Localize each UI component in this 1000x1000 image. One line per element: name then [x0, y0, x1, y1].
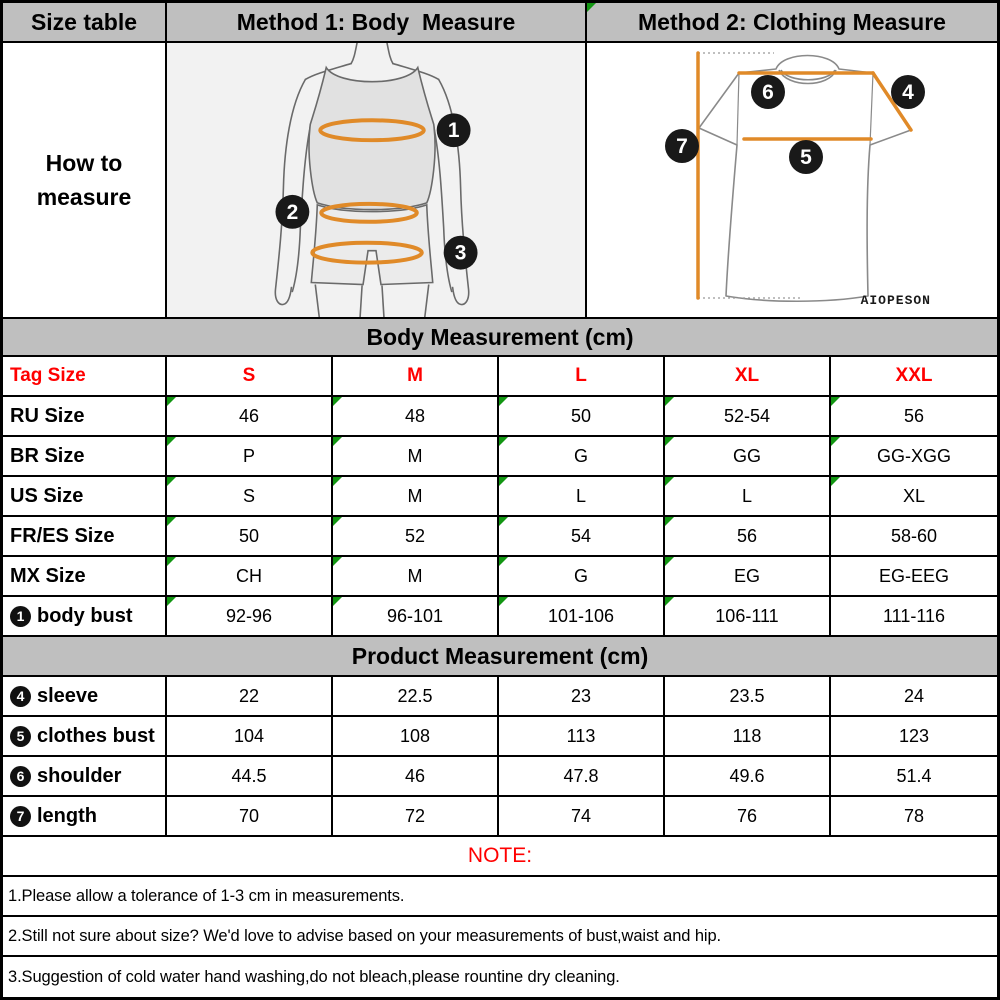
cell-value: 56	[665, 517, 831, 555]
size-col-l: L	[499, 357, 665, 395]
product-measurement-title: Product Measurement (cm)	[351, 642, 649, 669]
cell-value: 46	[167, 397, 333, 435]
note-text: 3.Suggestion of cold water hand washing,do not bleach,please rountine dry cleaning.	[8, 967, 620, 986]
product-measurement-header-cell	[3, 637, 997, 675]
cell-value: 56	[831, 397, 997, 435]
method1-title: Method 1: Body Measure	[236, 8, 516, 35]
size-table-header-cell	[3, 3, 167, 41]
cell-value: GG	[665, 437, 831, 475]
cell-corner-flag-icon	[831, 477, 840, 486]
cell-value: 76	[665, 797, 831, 835]
clothing-measure-diagram	[587, 43, 997, 317]
cell-value: 70	[167, 797, 333, 835]
cell-value: 49.6	[665, 757, 831, 795]
cell-corner-flag-icon	[167, 557, 176, 566]
size-col-s: S	[167, 357, 333, 395]
marker-6-badge: 6	[10, 766, 31, 787]
table-row-ru-size	[3, 397, 997, 437]
cell-value: G	[499, 557, 665, 595]
cell-value: 78	[903, 805, 925, 826]
cell-value: 111-116	[882, 605, 946, 626]
note-title: NOTE:	[467, 844, 533, 867]
note-text: 2.Still not sure about size? We'd love to advise based on your measurements of bust,waist and hip.	[8, 926, 722, 945]
cell-corner-flag-icon	[333, 597, 342, 606]
cell-value: L	[665, 477, 831, 515]
cell-value: 118	[665, 717, 831, 755]
size-table-title: Size table	[30, 8, 138, 35]
cell-corner-flag-icon	[333, 477, 342, 486]
cell-corner-flag-icon	[665, 437, 674, 446]
cell-value: EG-EEG	[878, 565, 949, 586]
cell-corner-flag-icon	[499, 437, 508, 446]
table-row-br-size	[3, 437, 997, 477]
cell-value: 22	[167, 677, 333, 715]
size-col-xl: XL	[665, 357, 831, 395]
cell-value: M	[333, 437, 499, 475]
how-to-measure-cell	[3, 43, 167, 317]
row-label: 4 sleeve	[3, 677, 167, 715]
cell-value: S	[167, 477, 333, 515]
cell-value: 72	[333, 797, 499, 835]
top-header-row	[3, 3, 997, 43]
table-row-fres-size	[3, 517, 997, 557]
cell-value: L	[499, 477, 665, 515]
row-label: RU Size	[3, 397, 167, 435]
cell-corner-flag-icon	[665, 397, 674, 406]
marker-1-number: 1	[447, 119, 460, 143]
legs-outline	[315, 285, 428, 318]
cell-value: 108	[333, 717, 499, 755]
row-label: FR/ES Size	[3, 517, 167, 555]
cell-corner-flag-icon	[665, 557, 674, 566]
cell-value: CH	[167, 557, 333, 595]
cell-value: 58-60	[890, 525, 938, 546]
cell-corner-flag-icon	[167, 477, 176, 486]
marker-6-number: 6	[762, 81, 774, 104]
cell-corner-flag-icon	[499, 597, 508, 606]
table-row-mx-size	[3, 557, 997, 597]
how-to-line1: How to	[45, 149, 123, 176]
table-row-clothes-bust	[3, 717, 997, 757]
cell-value: 52-54	[665, 397, 831, 435]
row-label: BR Size	[3, 437, 167, 475]
illustration-row	[3, 43, 997, 319]
cell-value: 113	[499, 717, 665, 755]
cell-value: 48	[333, 397, 499, 435]
note-header-cell	[3, 837, 997, 875]
marker-1-badge: 1	[10, 606, 31, 627]
cell-value: 23.5	[665, 677, 831, 715]
cell-corner-flag-icon	[831, 437, 840, 446]
tag-size-label: Tag Size	[3, 357, 167, 395]
marker-7-badge: 7	[10, 806, 31, 827]
cell-value: 46	[333, 757, 499, 795]
cell-corner-flag-icon	[665, 517, 674, 526]
cell-value: GG-XGG	[831, 437, 997, 475]
cell-value: M	[333, 557, 499, 595]
method1-header-cell	[167, 3, 587, 41]
cell-corner-flag-icon	[499, 557, 508, 566]
cell-corner-flag-icon	[333, 517, 342, 526]
cell-value: 96-101	[333, 597, 499, 635]
note-row-2	[3, 917, 997, 957]
tag-size-row	[3, 357, 997, 397]
table-row-length	[3, 797, 997, 837]
method2-header-cell	[587, 3, 997, 41]
table-row-shoulder	[3, 757, 997, 797]
tshirt-outline	[699, 56, 911, 302]
marker-4-badge: 4	[10, 686, 31, 707]
marker-3-number: 3	[454, 241, 467, 265]
table-row-body-bust	[3, 597, 997, 637]
cell-corner-flag-icon	[499, 517, 508, 526]
cell-value: 104	[167, 717, 333, 755]
body-measure-diagram-cell	[167, 43, 587, 317]
cell-value: 106-111	[665, 597, 831, 635]
cell-corner-flag-icon	[499, 397, 508, 406]
cell-value: EG	[665, 557, 831, 595]
cell-value: 101-106	[499, 597, 665, 635]
cell-value: M	[333, 477, 499, 515]
table-row-us-size	[3, 477, 997, 517]
cell-value: 123	[898, 725, 930, 746]
row-label: 1 body bust	[3, 597, 167, 635]
cell-corner-flag-icon	[333, 557, 342, 566]
table-row-sleeve	[3, 677, 997, 717]
method2-title: Method 2: Clothing Measure	[638, 8, 946, 35]
cell-corner-flag-icon	[167, 437, 176, 446]
cell-value: P	[167, 437, 333, 475]
cell-value: 74	[499, 797, 665, 835]
row-label: 6 shoulder	[3, 757, 167, 795]
marker-2-number: 2	[286, 200, 299, 224]
marker-7-number: 7	[676, 135, 688, 158]
body-measurement-header-row	[3, 319, 997, 357]
cell-corner-flag-icon	[665, 597, 674, 606]
marker-5-number: 5	[800, 146, 812, 169]
row-label: 7 length	[3, 797, 167, 835]
body-measurement-header-cell	[3, 319, 997, 355]
cell-corner-flag-icon	[665, 477, 674, 486]
cell-value: 23	[499, 677, 665, 715]
row-label: 5 clothes bust	[3, 717, 167, 755]
note-row-1	[3, 877, 997, 917]
size-col-m: M	[333, 357, 499, 395]
cell-value: 51.4	[896, 765, 932, 786]
cell-value: 47.8	[499, 757, 665, 795]
marker-4-number: 4	[902, 81, 914, 104]
note-header-row	[3, 837, 997, 877]
row-label: US Size	[3, 477, 167, 515]
how-to-line2: measure	[36, 184, 132, 210]
cell-value: 92-96	[167, 597, 333, 635]
cell-value: 44.5	[167, 757, 333, 795]
brand-text: AIOPESON	[860, 293, 931, 308]
cell-corner-flag-icon	[499, 477, 508, 486]
clothing-measure-diagram-cell	[587, 43, 997, 317]
cell-corner-flag-icon	[167, 397, 176, 406]
cell-corner-flag-icon	[167, 517, 176, 526]
cell-value: 22.5	[333, 677, 499, 715]
size-col-xxl: XXL	[895, 365, 933, 386]
cell-corner-flag-icon	[333, 437, 342, 446]
cell-value: 50	[499, 397, 665, 435]
row-label: MX Size	[3, 557, 167, 595]
cell-value: 54	[499, 517, 665, 555]
cell-corner-flag-icon	[587, 3, 596, 12]
cell-value: 52	[333, 517, 499, 555]
product-measurement-header-row	[3, 637, 997, 677]
cell-value: 50	[167, 517, 333, 555]
body-measurement-title: Body Measurement (cm)	[366, 323, 634, 350]
note-row-3	[3, 957, 997, 997]
note-text: 1.Please allow a tolerance of 1-3 cm in measurements.	[8, 886, 405, 905]
cell-corner-flag-icon	[167, 597, 176, 606]
cell-value: 24	[903, 685, 925, 706]
cell-corner-flag-icon	[831, 397, 840, 406]
body-measure-diagram	[167, 43, 585, 317]
cell-corner-flag-icon	[333, 397, 342, 406]
cell-value: XL	[831, 477, 997, 515]
marker-5-badge: 5	[10, 726, 31, 747]
cell-value: G	[499, 437, 665, 475]
